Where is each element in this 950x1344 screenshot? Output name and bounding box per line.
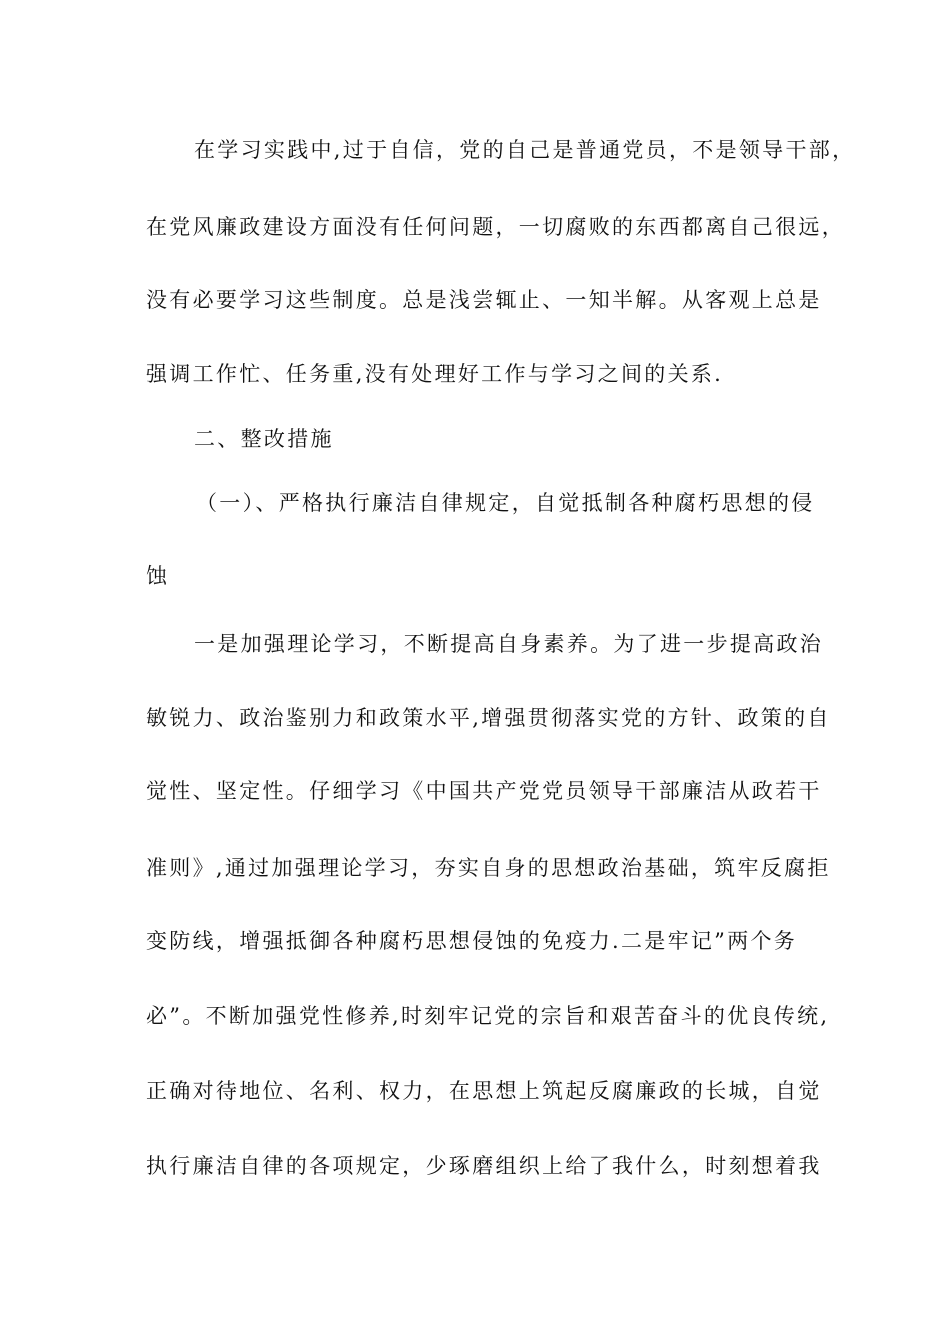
paragraph-line-5: 一是加强理论学习，不断提高自身素养。为了进一步提高政治 xyxy=(194,632,824,656)
paragraph-line-10: 必”。不断加强党性修养,时刻牢记党的宗旨和艰苦奋斗的优良传统, xyxy=(146,1004,830,1028)
paragraph-line-12: 执行廉洁自律的各项规定，少琢磨组织上给了我什么，时刻想着我 xyxy=(146,1154,822,1178)
paragraph-line-3: 没有必要学习这些制度。总是浅尝辄止、一知半解。从客观上总是 xyxy=(146,288,822,312)
paragraph-line-6: 敏锐力、政治鉴别力和政策水平,增强贯彻落实党的方针、政策的自 xyxy=(146,706,831,730)
subsection-heading-line-2: 蚀 xyxy=(146,564,170,588)
paragraph-line-8: 准则》,通过加强理论学习，夯实自身的思想政治基础，筑牢反腐拒 xyxy=(146,856,831,880)
paragraph-line-7: 觉性、坚定性。仔细学习《中国共产党党员领导干部廉洁从政若干 xyxy=(146,779,822,803)
paragraph-line-2: 在党风廉政建设方面没有任何问题，一切腐败的东西都离自己很远， xyxy=(146,215,845,239)
paragraph-line-1: 在学习实践中,过于自信，党的自己是普通党员，不是领导干部， xyxy=(194,138,856,162)
paragraph-line-11: 正确对待地位、名利、权力，在思想上筑起反腐廉政的长城，自觉 xyxy=(146,1079,822,1103)
paragraph-line-9: 变防线，增强抵御各种腐朽思想侵蚀的免疫力.二是牢记”两个务 xyxy=(146,929,798,953)
section-heading: 二、整改措施 xyxy=(194,427,334,451)
subsection-heading-line-1: （一）、严格执行廉洁自律规定，自觉抵制各种腐朽思想的侵 xyxy=(196,491,815,515)
paragraph-line-4: 强调工作忙、任务重,没有处理好工作与学习之间的关系. xyxy=(146,362,724,386)
